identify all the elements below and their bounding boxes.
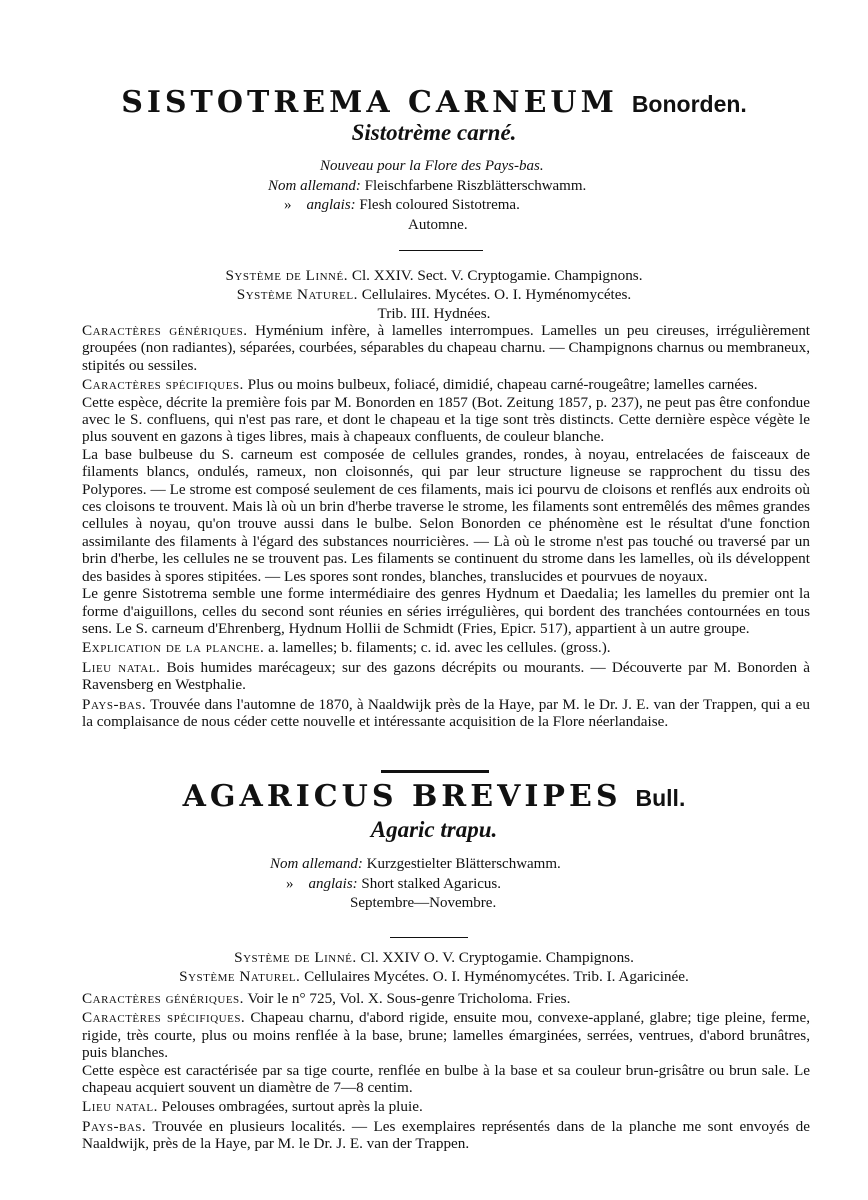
species-name: SISTOTREMA CARNEUM (121, 85, 618, 120)
divider-rule (399, 250, 483, 251)
english-label: anglais: (306, 197, 356, 213)
tribe-text: Trib. III. Hydnées. (377, 305, 491, 322)
naturel-label: Système Naturel. (236, 286, 358, 303)
french-name: Agaric trapu. (370, 817, 498, 842)
system-block-2 (0, 948, 868, 986)
species-author: Bonorden. (631, 91, 747, 117)
naturel-text: Cellulaires. Mycétes. O. I. Hyménomycétes. (361, 286, 632, 303)
description-2 (82, 990, 810, 1153)
ditto-mark: » (284, 197, 292, 213)
species-author: Bull. (635, 785, 686, 811)
novelty-note: Nouveau pour la Flore des Pays-bas. (320, 158, 544, 174)
specific-label: Caractères spécifiques. (82, 1009, 246, 1027)
generic-label: Caractères génériques. (82, 322, 248, 339)
linne-label: Système de Linné. (234, 949, 357, 966)
netherlands-text: Trouvée dans l'automne de 1870, à Naaldwijk près de la Haye, par M. le Dr. J. E. van der Trappen, qui a eu la complaisance de nous céder cette nouvelle et intéressante acquisition de la Flore néerlandaise. (82, 695, 810, 730)
naturel-label: Système Naturel. (179, 968, 301, 985)
section-divider (381, 770, 489, 773)
netherlands-text: Trouvée en plusieurs localités. — Les exemplaires représentés dans de la planche me sont envoyés de Naaldwijk, près de la Haye, par M. le Dr. J. E. van der Trappen. (82, 1117, 810, 1153)
explanation-text: a. lamelles; b. filaments; c. id. avec les cellules. (gross.). (268, 639, 611, 657)
english-name: Flesh coloured Sistotrema. (359, 197, 520, 213)
linne-label: Système de Linné. (225, 267, 349, 284)
english-label: anglais: (308, 875, 358, 892)
names-block-1 (0, 157, 868, 235)
ditto-mark: » (286, 875, 294, 892)
species-name: AGARICUS BREVIPES (182, 779, 622, 814)
species-title-2 (0, 779, 868, 814)
linne-text: Cl. XXIV. Sect. V. Cryptogamie. Champignons. (351, 267, 643, 284)
names-block-2 (0, 855, 868, 914)
naturel-text: Cellulaires Mycétes. O. I. Hyménomycétes. Trib. I. Agaricinée. (304, 968, 689, 985)
generic-text: Voir le n° 725, Vol. X. Sous-genre Tricholoma. Fries. (247, 990, 571, 1007)
specific-label: Caractères spécifiques. (82, 376, 244, 394)
paragraph-1: Cette espèce est caractérisée par sa tige courte, renflée en bulbe à la base et sa couleur brun-grisâtre ou brun sale. Le chapeau acquiert souvent un diamètre de 7—8 centim. (82, 1061, 810, 1097)
paragraph-2: La base bulbeuse du S. carneum est composée de cellules grandes, rondes, à noyau, entrelacées de faisceaux de filaments blancs, ondulés, rameux, non cloisonnés, qui par leur structure ligneuse se rapprochent du tissu des Polypores. — Le strome est composé seulement de ces filaments, mais ici pourvu de cloisons et renflés aux endroits où ces cloisons te trouvent. Mais là où un brin d'herbe traverse le strome, les filaments sont entremêlés des mêmes grandes cellules à noyau, qu'on trouve aussi dans le bulbe. Selon Bonorden ce phénomène est le résultat d'une fonction assimilante des filaments à l'égard des substances nourricières. — Là où le strome n'est pas touché ou traversé par un brin d'herbe, les cellules ne se trouvent pas. Les filaments se continuent du strome dans les lamelles, où ils développent des basides à spores stipitées. — Les spores sont rondes, blanches, translucides et pourvues de noyaux. (82, 445, 810, 585)
english-name: Short stalked Agaricus. (361, 875, 501, 892)
habitat-text: Pelouses ombragées, surtout après la pluie. (161, 1098, 423, 1116)
german-label: Nom allemand: (270, 856, 363, 872)
season: Septembre—Novembre. (350, 895, 497, 911)
generic-label: Caractères génériques. (82, 990, 244, 1007)
german-name: Kurzgestielter Blätterschwamm. (366, 856, 561, 872)
species-title-1 (0, 85, 868, 120)
habitat-text: Bois humides marécageux; sur des gazons décrépits ou mourants. — Découverte par M. Bonorden à Ravensberg en Westphalie. (82, 658, 810, 694)
specific-text: Chapeau charnu, d'abord rigide, ensuite mou, convexe-applané, glabre; tige pleine, ferme, rigide, très courte, plus ou moins renflée à la base, brune; lamelles émarginées, serrées, ventrues, d'abord brunâtres, puis blanches. (82, 1009, 811, 1062)
linne-text: Cl. XXIV O. V. Cryptogamie. Champignons. (360, 949, 634, 966)
season: Automne. (408, 216, 468, 233)
netherlands-label: Pays-bas. (82, 695, 147, 713)
german-name: Fleischfarbene Riszblätterschwamm. (364, 177, 587, 194)
french-name: Sistotrème carné. (351, 120, 517, 145)
german-label: Nom allemand: (268, 177, 361, 194)
generic-text: Hyménium infère, à lamelles interrompues. Lamelles un peu cireuses, irrégulièrement groupées (non radiantes), séparées, courbées, séparables du chapeau charnu. — Champignons charnus ou membraneux, stipités ou sessiles. (82, 322, 811, 374)
system-block-1 (0, 266, 868, 323)
explanation-label: Explication de la planche. (82, 639, 265, 657)
divider-rule (390, 937, 468, 938)
paragraph-1: Cette espèce, décrite la première fois par M. Bonorden en 1857 (Bot. Zeitung 1857, p. 237), ne peut pas être confondue avec le S. confluens, qui n'est pas rare, et dont le chapeau et la tige sont très distincts. Cette dernière espèce végète le plus souvent en gazons à tiges libres, mais à chapeaux confluents, de couleur blanche. (82, 393, 810, 446)
paragraph-3: Le genre Sistotrema semble une forme intermédiaire des genres Hydnum et Daedalia; les lamelles du premier ont la forme d'aiguillons, celles du second sont réunies en séries irrégulières, qui bordent des tranchées contournées en tous sens. Le S. carneum d'Ehrenberg, Hydnum Hollii de Schmidt (Fries, Epicr. 517), appartient à un autre groupe. (82, 585, 810, 637)
specific-text: Plus ou moins bulbeux, foliacé, dimidié, chapeau carné-rougeâtre; lamelles carnées. (247, 376, 758, 394)
description-1 (82, 322, 810, 730)
netherlands-label: Pays-bas. (82, 1117, 147, 1135)
habitat-label: Lieu natal. (82, 658, 161, 676)
habitat-label: Lieu natal. (82, 1098, 158, 1116)
